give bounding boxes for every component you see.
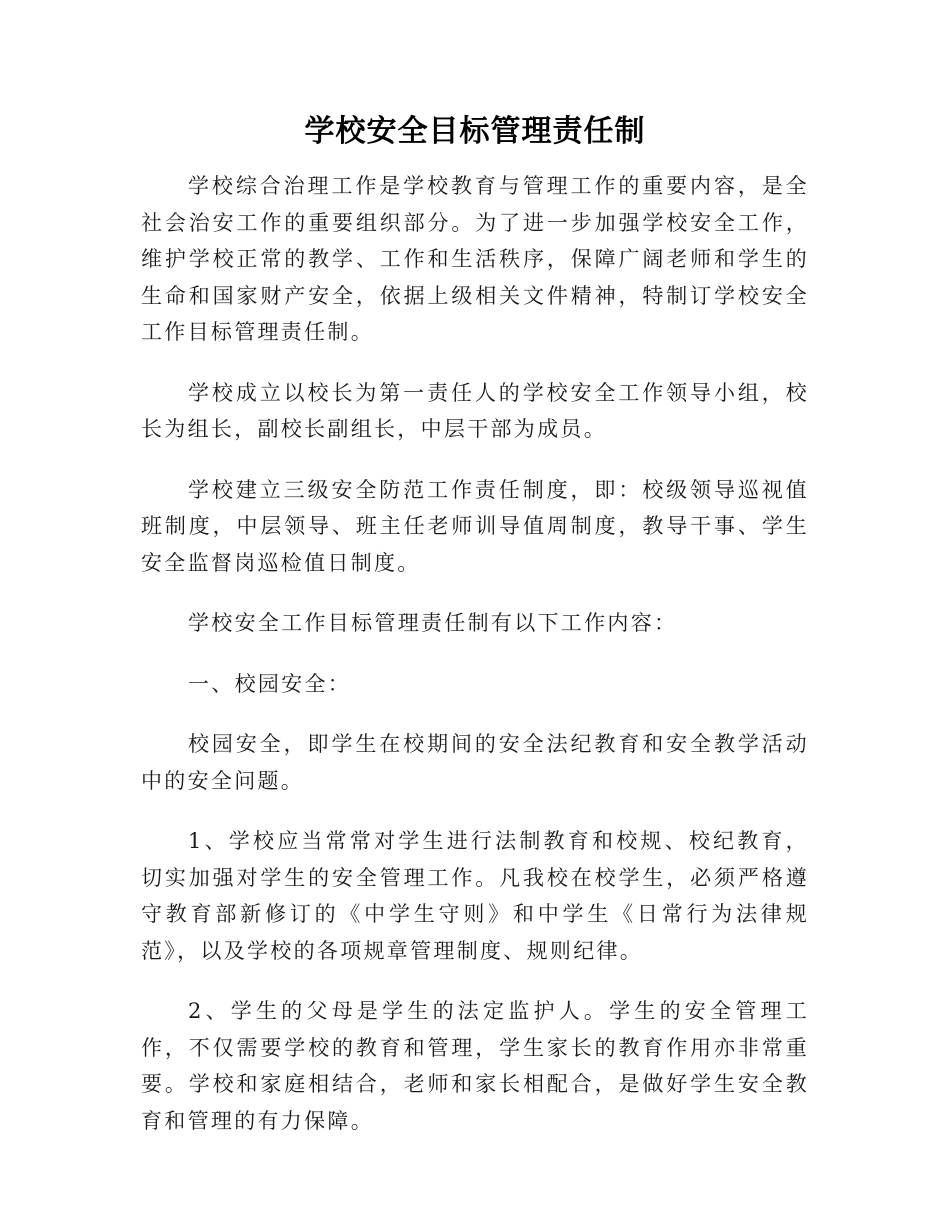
paragraph-6: 校园安全，即学生在校期间的安全法纪教育和安全教学活动中的安全问题。 bbox=[141, 732, 809, 793]
document-title: 学校安全目标管理责任制 bbox=[304, 114, 646, 149]
paragraph-2: 学校成立以校长为第一责任人的学校安全工作领导小组，校长为组长，副校长副组长，中层干部为成员。 bbox=[141, 380, 809, 441]
paragraph-4: 学校安全工作目标管理责任制有以下工作内容： bbox=[188, 611, 678, 635]
section-heading-campus-safety: 一、校园安全： bbox=[188, 671, 352, 696]
paragraph-3: 学校建立三级安全防范工作责任制度，即：校级领导巡视值班制度，中层领导、班主任老师训导值周制度，教导干事、学生安全监督岗巡检值日制度。 bbox=[141, 477, 809, 575]
paragraph-7: 1、学校应当常常对学生进行法制教育和校规、校纪教育，切实加强对学生的安全管理工作。凡我校在校学生，必须严格遵守教育部新修订的《中学生守则》和中学生《日常行为法律规范》，以及学校的各项规章管理制度、规则纪律。 bbox=[141, 829, 809, 963]
document-body bbox=[141, 168, 809, 1163]
paragraph-1: 学校综合治理工作是学校教育与管理工作的重要内容，是全社会治安工作的重要组织部分。为了进一步加强学校安全工作，维护学校正常的教学、工作和生活秩序，保障广阔老师和学生的生命和国家财产安全，依据上级相关文件精神，特制订学校安全工作目标管理责任制。 bbox=[141, 174, 809, 344]
paragraph-8: 2、学生的父母是学生的法定监护人。学生的安全管理工作，不仅需要学校的教育和管理，学生家长的教育作用亦非常重要。学校和家庭相结合，老师和家长相配合，是做好学生安全教育和管理的有力保障。 bbox=[141, 999, 809, 1133]
